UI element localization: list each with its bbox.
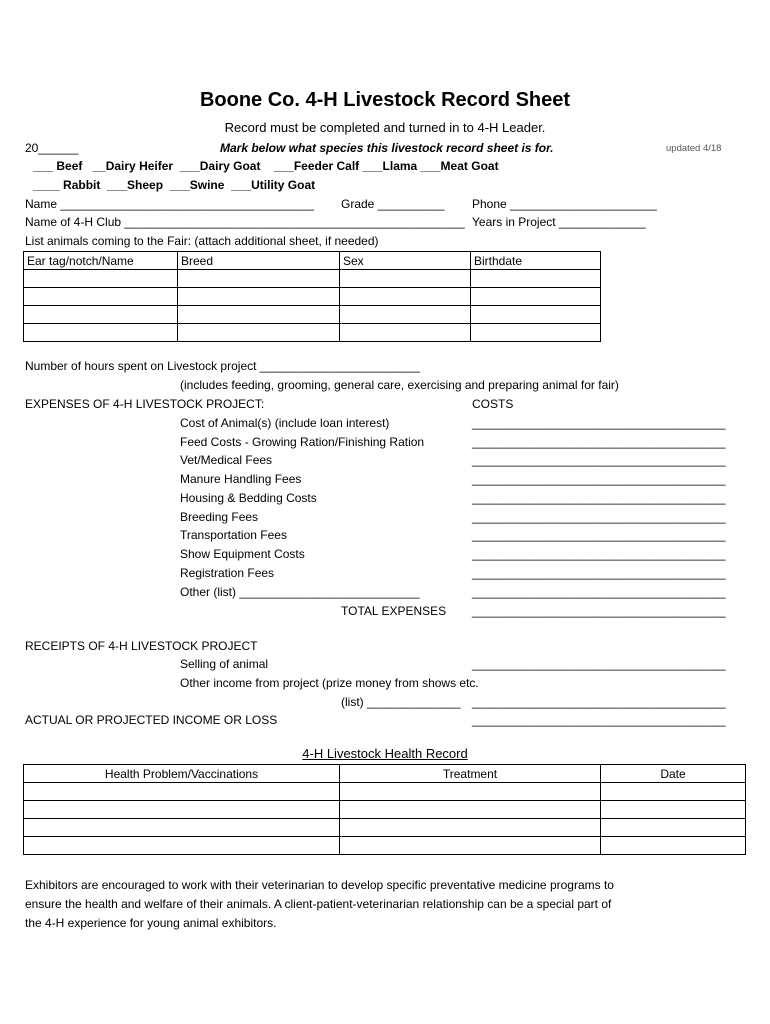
table-cell[interactable]: [340, 837, 601, 855]
table-cell[interactable]: [471, 270, 601, 288]
year-field[interactable]: 20______: [25, 141, 79, 155]
cost-blank[interactable]: ______________________________________: [472, 491, 726, 505]
expense-item-manure: Manure Handling Fees: [180, 472, 302, 486]
hours-note: (includes feeding, grooming, general care, exercising and preparing animal for fair): [180, 378, 619, 392]
table-cell[interactable]: [601, 783, 746, 801]
table-row[interactable]: [24, 801, 746, 819]
page-subtitle: Record must be completed and turned in to 4-H Leader.: [224, 120, 546, 135]
club-field[interactable]: Name of 4-H Club ___________________________________________________: [25, 215, 465, 229]
cost-blank[interactable]: ______________________________________: [472, 713, 726, 727]
cost-blank[interactable]: ______________________________________: [472, 604, 726, 618]
health-record-title: 4-H Livestock Health Record: [302, 746, 468, 761]
table-row[interactable]: [24, 783, 746, 801]
table-cell[interactable]: [24, 819, 340, 837]
table-cell[interactable]: [24, 837, 340, 855]
footer-line-3: the 4-H experience for young animal exhibitors.: [25, 916, 277, 930]
cost-blank[interactable]: ______________________________________: [472, 528, 726, 542]
cost-blank[interactable]: ______________________________________: [472, 547, 726, 561]
col-header-sex: Sex: [340, 252, 471, 270]
table-cell[interactable]: [471, 288, 601, 306]
years-field[interactable]: Years in Project _____________: [472, 215, 646, 229]
expense-item-animal: Cost of Animal(s) (include loan interest): [180, 416, 390, 430]
col-header-date: Date: [601, 765, 746, 783]
expense-item-breeding: Breeding Fees: [180, 510, 259, 524]
table-cell[interactable]: [340, 270, 471, 288]
col-header-treatment: Treatment: [340, 765, 601, 783]
table-cell[interactable]: [340, 783, 601, 801]
other-income-label: Other income from project (prize money from shows etc.: [180, 676, 479, 690]
col-header-ear-tag: Ear tag/notch/Name: [24, 252, 178, 270]
expenses-heading: EXPENSES OF 4-H LIVESTOCK PROJECT:: [25, 397, 265, 411]
table-cell[interactable]: [340, 324, 471, 342]
cost-blank[interactable]: ______________________________________: [472, 472, 726, 486]
health-table: [23, 764, 746, 855]
table-row[interactable]: [24, 324, 601, 342]
animals-label: List animals coming to the Fair: (attach additional sheet, if needed): [25, 234, 379, 248]
expense-item-vet: Vet/Medical Fees: [180, 453, 273, 467]
footer-line-2: ensure the health and welfare of their animals. A client-patient-veterinarian relationship can be a special part of: [25, 897, 612, 911]
table-cell[interactable]: [601, 819, 746, 837]
cost-blank[interactable]: ______________________________________: [472, 435, 726, 449]
table-cell[interactable]: [24, 783, 340, 801]
col-header-birthdate: Birthdate: [471, 252, 601, 270]
phone-field[interactable]: Phone ______________________: [472, 197, 657, 211]
cost-blank[interactable]: ______________________________________: [472, 585, 726, 599]
expense-item-registration: Registration Fees: [180, 566, 275, 580]
name-field[interactable]: Name ______________________________________: [25, 197, 314, 211]
costs-label: COSTS: [472, 397, 514, 411]
species-row-1[interactable]: ___ Beef __Dairy Heifer ___Dairy Goat ___Feeder Calf ___Llama ___Meat Goat: [33, 159, 499, 173]
table-cell[interactable]: [601, 801, 746, 819]
table-cell[interactable]: [24, 270, 178, 288]
cost-blank[interactable]: ______________________________________: [472, 695, 726, 709]
table-header-row: [24, 765, 746, 783]
col-header-health-problem: Health Problem/Vaccinations: [24, 765, 340, 783]
total-expenses-label: TOTAL EXPENSES: [341, 604, 447, 618]
table-cell[interactable]: [340, 288, 471, 306]
page-title: Boone Co. 4-H Livestock Record Sheet: [199, 89, 571, 111]
table-header-row: [24, 252, 601, 270]
cost-blank[interactable]: ______________________________________: [472, 566, 726, 580]
footer-line-1: Exhibitors are encouraged to work with their veterinarian to develop specific preventative medicine programs to: [25, 878, 614, 892]
table-cell[interactable]: [178, 288, 340, 306]
table-cell[interactable]: [24, 306, 178, 324]
expense-item-transport: Transportation Fees: [180, 528, 287, 542]
hours-field[interactable]: Number of hours spent on Livestock project ________________________: [25, 359, 420, 373]
animals-table: [23, 251, 601, 342]
species-instruction: Mark below what species this livestock record sheet is for.: [220, 141, 554, 155]
table-cell[interactable]: [471, 306, 601, 324]
species-row-2[interactable]: ____ Rabbit ___Sheep ___Swine ___Utility Goat: [33, 178, 316, 192]
expense-item-housing: Housing & Bedding Costs: [180, 491, 317, 505]
cost-blank[interactable]: ______________________________________: [472, 416, 726, 430]
table-cell[interactable]: [24, 801, 340, 819]
updated-date: updated 4/18: [666, 143, 722, 154]
selling-label: Selling of animal: [180, 657, 269, 671]
expense-item-other[interactable]: Other (list) ___________________________: [180, 585, 420, 599]
table-cell[interactable]: [24, 288, 178, 306]
table-cell[interactable]: [340, 819, 601, 837]
grade-field[interactable]: Grade __________: [341, 197, 445, 211]
expense-item-feed: Feed Costs - Growing Ration/Finishing Ration: [180, 435, 425, 449]
table-row[interactable]: [24, 837, 746, 855]
table-cell[interactable]: [178, 270, 340, 288]
col-header-breed: Breed: [178, 252, 340, 270]
table-row[interactable]: [24, 270, 601, 288]
table-cell[interactable]: [340, 801, 601, 819]
table-row[interactable]: [24, 288, 601, 306]
cost-blank[interactable]: ______________________________________: [472, 510, 726, 524]
receipts-heading: RECEIPTS OF 4-H LIVESTOCK PROJECT: [25, 639, 258, 653]
table-row[interactable]: [24, 819, 746, 837]
table-cell[interactable]: [24, 324, 178, 342]
table-cell[interactable]: [601, 837, 746, 855]
table-cell[interactable]: [178, 324, 340, 342]
expense-item-show-equipment: Show Equipment Costs: [180, 547, 305, 561]
table-row[interactable]: [24, 306, 601, 324]
actual-income-label: ACTUAL OR PROJECTED INCOME OR LOSS: [25, 713, 278, 727]
cost-blank[interactable]: ______________________________________: [472, 453, 726, 467]
table-cell[interactable]: [471, 324, 601, 342]
income-list-field[interactable]: (list) ______________: [341, 695, 461, 709]
table-cell[interactable]: [340, 306, 471, 324]
cost-blank[interactable]: ______________________________________: [472, 657, 726, 671]
table-cell[interactable]: [178, 306, 340, 324]
